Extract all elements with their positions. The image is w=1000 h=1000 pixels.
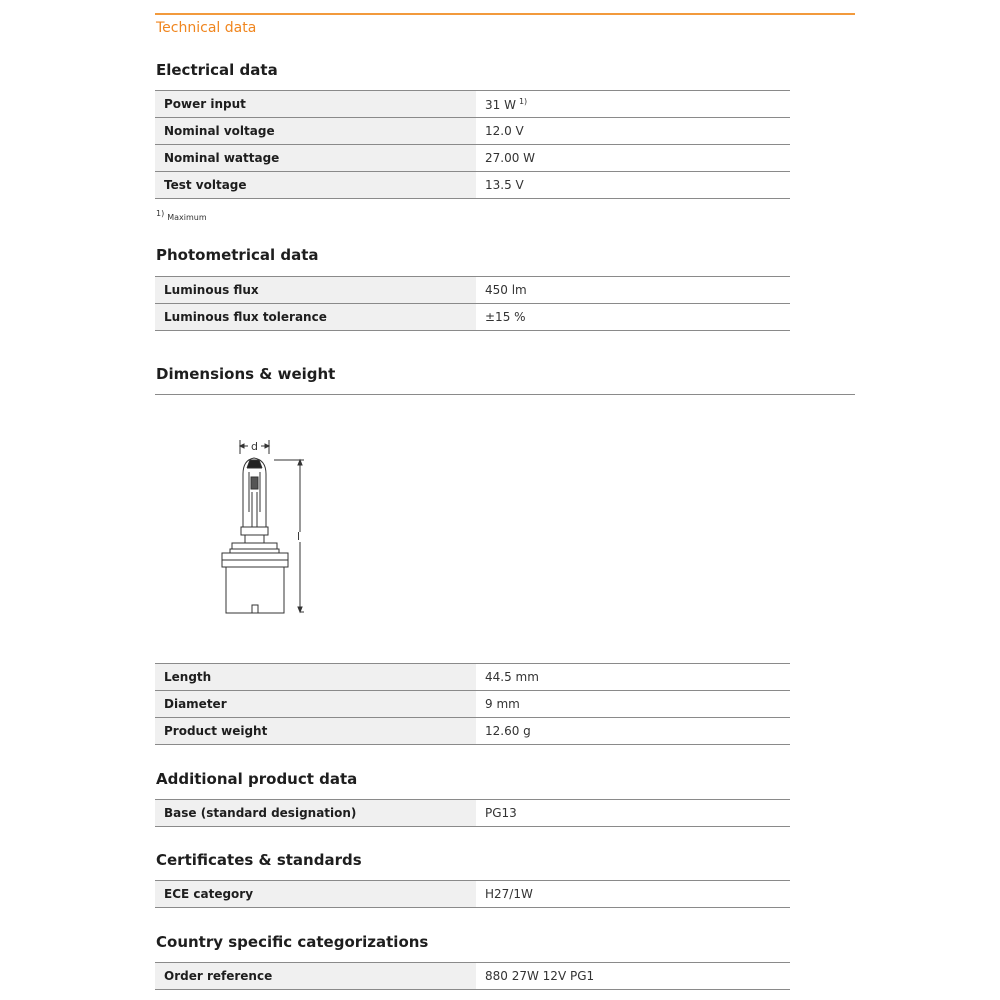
table-row [155,718,790,745]
table-row [155,800,790,827]
section-title-dimensions: Dimensions & weight [156,365,336,383]
row-label: ECE category [164,887,254,901]
row-label: Luminous flux [164,283,259,297]
row-label: Base (standard designation) [164,806,357,820]
row-value: ±15 % [485,310,526,324]
footnote-mark: 1) [156,209,165,218]
row-label: Order reference [164,969,273,983]
table-row [155,881,790,908]
row-value: H27/1W [485,887,533,901]
footnote [156,209,207,222]
row-label: Length [164,670,212,684]
footnote-ref: 1) [518,97,528,106]
row-value: 450 lm [485,283,527,297]
table-row [155,664,790,691]
bulb-tip [247,460,262,468]
length-arrow-top [298,460,302,465]
country-data-table [155,962,790,990]
table-row [155,172,790,199]
table-row [155,91,790,118]
section-divider [155,394,855,395]
header-rule [155,13,855,15]
row-label: Power input [164,97,246,111]
table-row [155,304,790,331]
additional-data-table [155,799,790,827]
diameter-arrow-right [265,444,269,448]
row-value: PG13 [485,806,517,820]
row-label: Test voltage [164,178,247,192]
section-title-additional: Additional product data [156,770,358,788]
row-label: Diameter [164,697,227,711]
filament [251,477,258,489]
table-row [155,145,790,172]
row-label: Nominal wattage [164,151,280,165]
row-label: Product weight [164,724,268,738]
plug-base [226,567,284,613]
diameter-arrow-left [240,444,244,448]
row-label: Luminous flux tolerance [164,310,327,324]
row-value: 12.0 V [485,124,524,138]
table-row [155,963,790,990]
section-title-electrical: Electrical data [156,61,278,79]
row-label: Nominal voltage [164,124,275,138]
diameter-label: d [251,440,258,453]
row-value: 44.5 mm [485,670,539,684]
photometrical-data-table [155,276,790,331]
table-row [155,118,790,145]
certificates-data-table [155,880,790,908]
row-value: 31 W $^{1)}$ [485,97,528,112]
length-label: l [297,530,301,543]
row-value: 9 mm [485,697,520,711]
flange [232,543,277,549]
row-value: 27.00 W [485,151,536,165]
page-title: Technical data [156,20,257,36]
table-row [155,691,790,718]
section-title-country: Country specific categorizations [156,933,429,951]
footnote-text: Maximum [167,213,207,222]
bulb-neck [241,527,268,535]
section-title-certificates: Certificates & standards [156,851,362,869]
section-title-photometrical: Photometrical data [156,246,319,264]
row-value: 880 27W 12V PG1 [485,969,595,983]
electrical-data-table [155,90,790,199]
dimensions-data-table [155,663,790,745]
row-value: 12.60 g [485,724,531,738]
row-value: 13.5 V [485,178,524,192]
bulb-dimension-drawing [212,432,322,622]
length-arrow-bottom [298,607,302,612]
base-key [252,605,258,613]
table-row [155,277,790,304]
